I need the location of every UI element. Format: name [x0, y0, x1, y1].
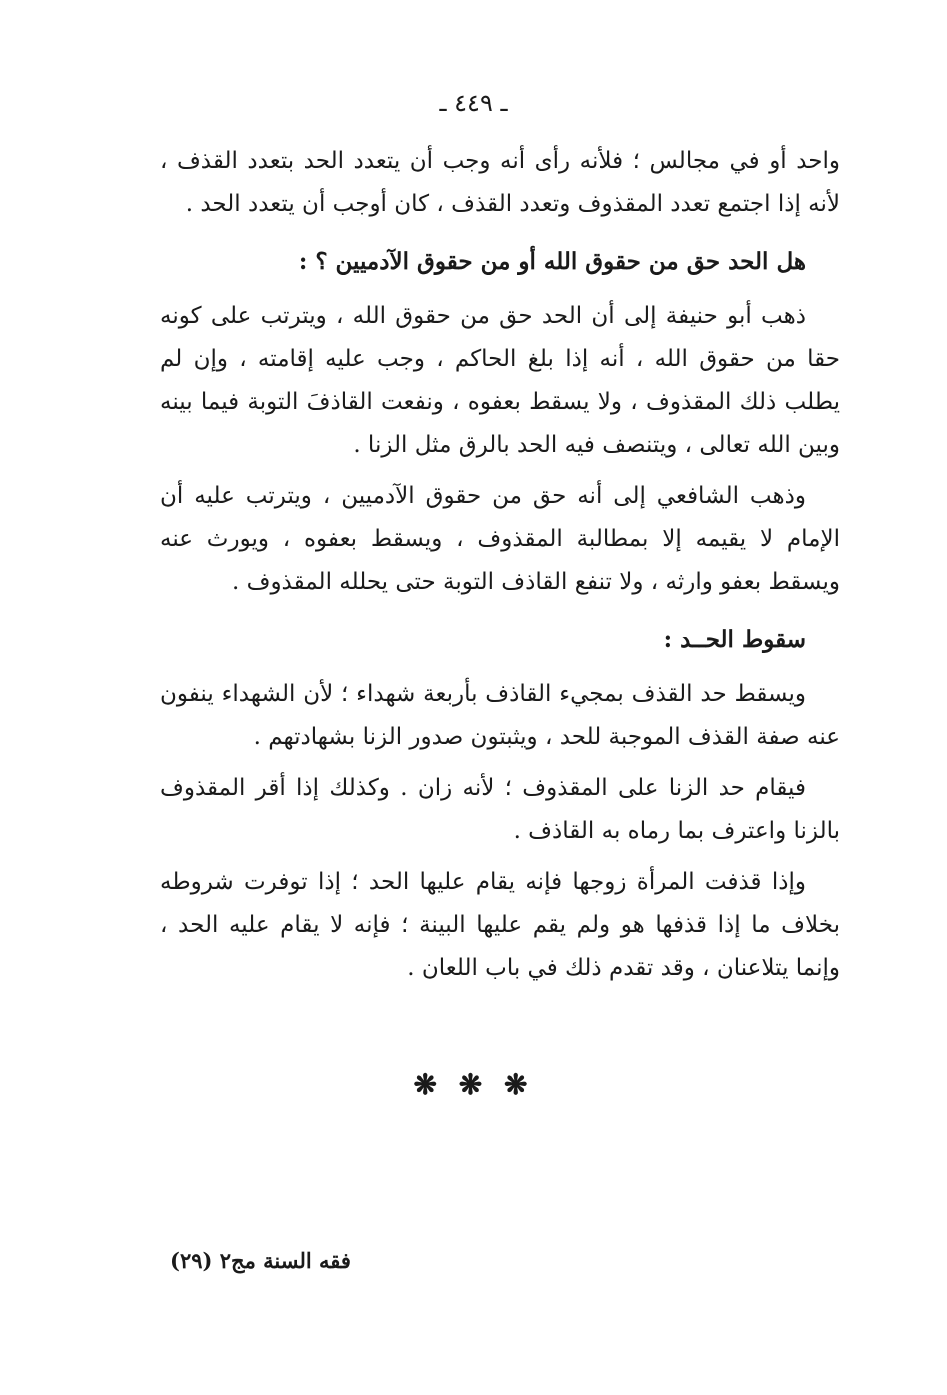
- paragraph-witnesses: ويسقط حد القذف بمجيء القاذف بأربعة شهداء ؛ لأن الشهداء ينفون عنه صفة القذف الموجبة للحد ، ويثبتون صدور الزنا بشهادتهم .: [160, 681, 840, 750]
- paragraph-wife: وإذا قذفت المرأة زوجها فإنه يقام عليها الحد ؛ إذا توفرت شروطه بخلاف ما إذا قذفها هو ولم يقم عليها البينة ؛ فإنه لا يقام عليه الحد ، وإنما يتلاعنان ، وقد تقدم ذلك في باب اللعان .: [160, 869, 840, 981]
- page-body: [160, 140, 840, 998]
- paragraph-zina: فيقام حد الزنا على المقذوف ؛ لأنه زان . وكذلك إذا أقر المقذوف بالزنا واعترف بما رماه به القاذف .: [160, 775, 840, 844]
- paragraph-hanafi: ذهب أبو حنيفة إلى أن الحد حق من حقوق الله ، ويترتب على كونه حقا من حقوق الله ، أنه إذا بلغ الحاكم ، وجب عليه إقامته ، وإن لم يطلب ذلك المقذوف ، ولا يسقط بعفوه ، ونفعت القاذفَ التوبة فيما بينه وبين الله تعالى ، ويتنصف فيه الحد بالرق مثل الزنا .: [160, 303, 840, 458]
- section-heading-dropping-hadd: سقوط الحــد :: [663, 626, 806, 653]
- section-heading-right-type: هل الحد حق من حقوق الله أو من حقوق الآدميين ؟ :: [298, 248, 806, 275]
- page-number: ـ ٤٤٩ ـ: [439, 89, 508, 117]
- section-separator-asterisks: ❋ ❋ ❋: [413, 1068, 534, 1101]
- intro-paragraph: واحد أو في مجالس ؛ فلأنه رأى أنه وجب أن يتعدد الحد بتعدد القذف ، لأنه إذا اجتمع تعدد المقذوف وتعدد القذف ، كان أوجب أن يتعدد الحد .: [160, 148, 840, 217]
- footer-volume-note: فقه السنة مج٢ (٢٩): [170, 1248, 351, 1273]
- paragraph-shafii: وذهب الشافعي إلى أنه حق من حقوق الآدميين ، ويترتب عليه أن الإمام لا يقيمه إلا بمطالبة المقذوف ، ويسقط بعفوه ، ويورث عنه ويسقط بعفو وارثه ، ولا تنفع القاذف التوبة حتى يحلله المقذوف .: [160, 483, 840, 595]
